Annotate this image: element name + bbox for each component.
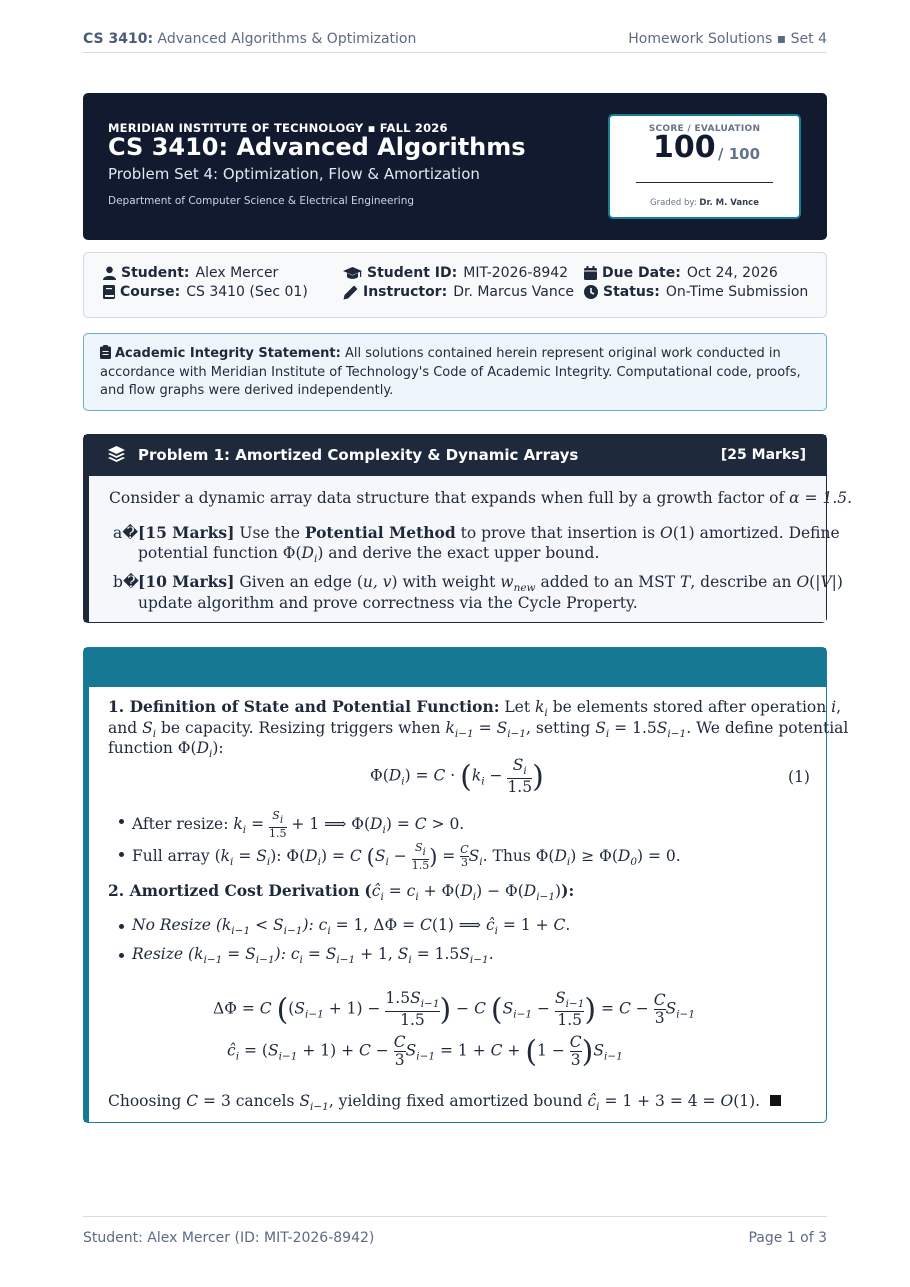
problem-intro [109, 488, 852, 508]
info-student [103, 265, 278, 281]
step1-line2: and $S_i$ be capacity. Resizing triggers when $k_{i-1} = S_{i-1}$, setting $S_i = 1.5S_{i-1}$. We define potential [108, 719, 849, 740]
running-header-course-code: CS 3410: [83, 31, 154, 47]
page-number: Page 1 of 3 [748, 1230, 827, 1246]
problem-card [83, 434, 853, 623]
running-header [83, 31, 827, 53]
bullet-no-resize: No Resize $(k_{i-1} < S_{i-1})$: $c_i = 1$, ΔΦ = C(1) ⟹ $ĉ_i = 1 + C$. [132, 916, 571, 937]
info-due-date [584, 265, 778, 281]
problem-header [84, 435, 826, 476]
part-a-letter: a [113, 524, 123, 542]
info-student-id [343, 265, 568, 281]
due-date-value: Oct 24, 2026 [686, 265, 778, 281]
signature-line [636, 182, 773, 183]
step2-line: 2. Amortized Cost Derivation $(ĉ_i = c_i + \Phi(D_i) - \Phi(D_{i-1}))$: [108, 881, 575, 903]
integrity-text: All solutions contained herein represent original work conducted in accordance with Meridian Institute of Technology's Code of Academic Integrity. Computational code, proofs, and flow graphs were derived independently. [100, 346, 801, 398]
problem-set-title: Problem Set 4: Optimization, Flow & Amortization [108, 165, 480, 183]
bullet-resize: Resize $(k_{i-1} = S_{i-1})$: $c_i = S_{i-1} + 1$, $S_i = 1.5S_{i-1}$. [132, 945, 494, 966]
student-info-box [83, 252, 827, 318]
student-id-label: Student ID: [367, 265, 458, 281]
equation-amortized: $ĉ_i = (S_{i-1} + 1) + C$ − $\frac{C}{3}$ $S_{i-1} = 1 + C + (1$ − $\frac{C}{3}$ )$S_{i-1}$ [227, 1033, 623, 1070]
solution-stripe [84, 687, 89, 1122]
equation-delta-phi: ΔΦ = C ($(S_{i-1} + 1)$ − $\frac{1.5S_{i-1}}{1.5}$ ) − C ($S_{i-1}$ − $\frac{S_{i-1}}{1.5}$ ) = C − $\frac{C}{3}$ $S_{i-1}$ [213, 989, 696, 1029]
running-header-right: Homework Solutions ▪ Set 4 [628, 31, 827, 47]
page-footer [83, 1216, 827, 1246]
running-header-course-name: Advanced Algorithms & Optimization [157, 31, 417, 47]
problem-intro-text: Consider a dynamic array data structure that expands when full by a growth factor of [109, 489, 785, 507]
part-b-line2: update algorithm and prove correctness via the Cycle Property. [138, 594, 638, 612]
course-label: Course: [120, 284, 181, 300]
bullet [119, 819, 124, 824]
part-b-letter: b [113, 573, 123, 591]
student-label: Student: [121, 265, 190, 281]
info-instructor [343, 284, 574, 300]
equation-potential: $\Phi(D_i) = C \cdot (k_i$ − $\frac{S_i}{1.5}$ ) [370, 756, 544, 796]
instructor-label: Instructor: [363, 284, 448, 300]
info-course [103, 284, 308, 300]
due-date-label: Due Date: [602, 265, 681, 281]
integrity-statement [83, 333, 827, 411]
equation-number: (1) [788, 768, 810, 786]
problem-marks: [25 Marks] [720, 447, 806, 463]
part-a-label: a� [113, 524, 139, 542]
step1-line1: 1. Definition of State and Potential Function: Let $k_i$ be elements stored after operation i, [108, 697, 842, 719]
step2-title: 2. Amortized Cost Derivation [108, 881, 360, 900]
solution-card [83, 647, 849, 1123]
step1-line3: function $\Phi(D_i)$: [108, 739, 224, 760]
problem-body [89, 476, 853, 622]
status-label: Status: [603, 284, 660, 300]
student-id-value: MIT-2026-8942 [463, 265, 569, 281]
score-max: / 100 [718, 145, 761, 163]
part-a-method: Potential Method [304, 523, 456, 542]
bullet [119, 924, 124, 929]
graded-by-label: Graded by: [650, 198, 697, 208]
part-b-label: b� [113, 573, 139, 591]
book-icon [103, 285, 115, 299]
department-line: Department of Computer Science & Electrical Engineering [108, 195, 415, 207]
clipboard-icon [100, 345, 111, 359]
score-value: 100 [653, 130, 716, 165]
bullet [119, 852, 124, 857]
info-status [584, 284, 808, 300]
running-header-left [83, 31, 416, 52]
student-value: Alex Mercer [195, 265, 279, 281]
bullet-full-array: Full array $(k_i = S_i)$: $\Phi(D_i) = C$ ($S_i$ − $\frac{Si}{1.5}$ ) = $\frac{C}{3}$ $S_i$. Thus $\Phi(D_i) \ge \Phi(D_0) = 0$. [132, 841, 681, 872]
graduation-cap-icon [343, 267, 362, 280]
institution-line: MERIDIAN INSTITUTE OF TECHNOLOGY ▪ FALL 2026 [108, 121, 448, 135]
course-value: CS 3410 (Sec 01) [186, 284, 308, 300]
solution-header [84, 648, 826, 687]
pen-icon [343, 285, 358, 300]
part-b-marks: [10 Marks] [138, 572, 235, 591]
problem-title: Problem 1: Amortized Complexity & Dynamic Arrays [138, 446, 579, 464]
instructor-value: Dr. Marcus Vance [453, 284, 575, 300]
conclusion-line: Choosing C = 3 cancels $S_{i-1}$, yielding fixed amortized bound $ĉ_i = 1 + 3 = 4 = O(1)$. [108, 1091, 781, 1117]
growth-factor: α = 1.5. [789, 489, 853, 507]
part-b-line1: [10 Marks] Given an edge (u, v) with weight $w_{new}$ added to an MST T, describe an O(|V|) [138, 572, 843, 594]
clock-icon [584, 285, 598, 299]
footer-student: Student: Alex Mercer (ID: MIT-2026-8942) [83, 1230, 375, 1246]
grader-name: Dr. M. Vance [699, 198, 759, 208]
course-title: CS 3410: Advanced Algorithms [108, 133, 526, 161]
qed-square-icon [770, 1095, 781, 1106]
bullet [119, 953, 124, 958]
user-icon [103, 266, 116, 280]
part-a-line2: potential function $\Phi(D_i)$ and derive the exact upper bound. [138, 544, 600, 565]
score-card [608, 114, 801, 219]
status-value: On-Time Submission [665, 284, 809, 300]
part-a-line1: [15 Marks] Use the Potential Method to prove that insertion is O(1) amortized. Define [138, 523, 840, 542]
step1-title: 1. Definition of State and Potential Function: [108, 697, 500, 716]
bullet-after-resize: After resize: $k_i$ = $\frac{Si}{1.5}$ + 1 ⟹ $\Phi(D_i) = C > 0$. [132, 809, 465, 840]
title-banner [83, 93, 827, 240]
integrity-title: Academic Integrity Statement: [115, 346, 341, 361]
calendar-icon [584, 266, 597, 280]
layers-icon [108, 446, 125, 463]
score-label: SCORE / EVALUATION [648, 124, 761, 134]
grader-line [610, 198, 799, 208]
part-a-marks: [15 Marks] [138, 523, 235, 542]
